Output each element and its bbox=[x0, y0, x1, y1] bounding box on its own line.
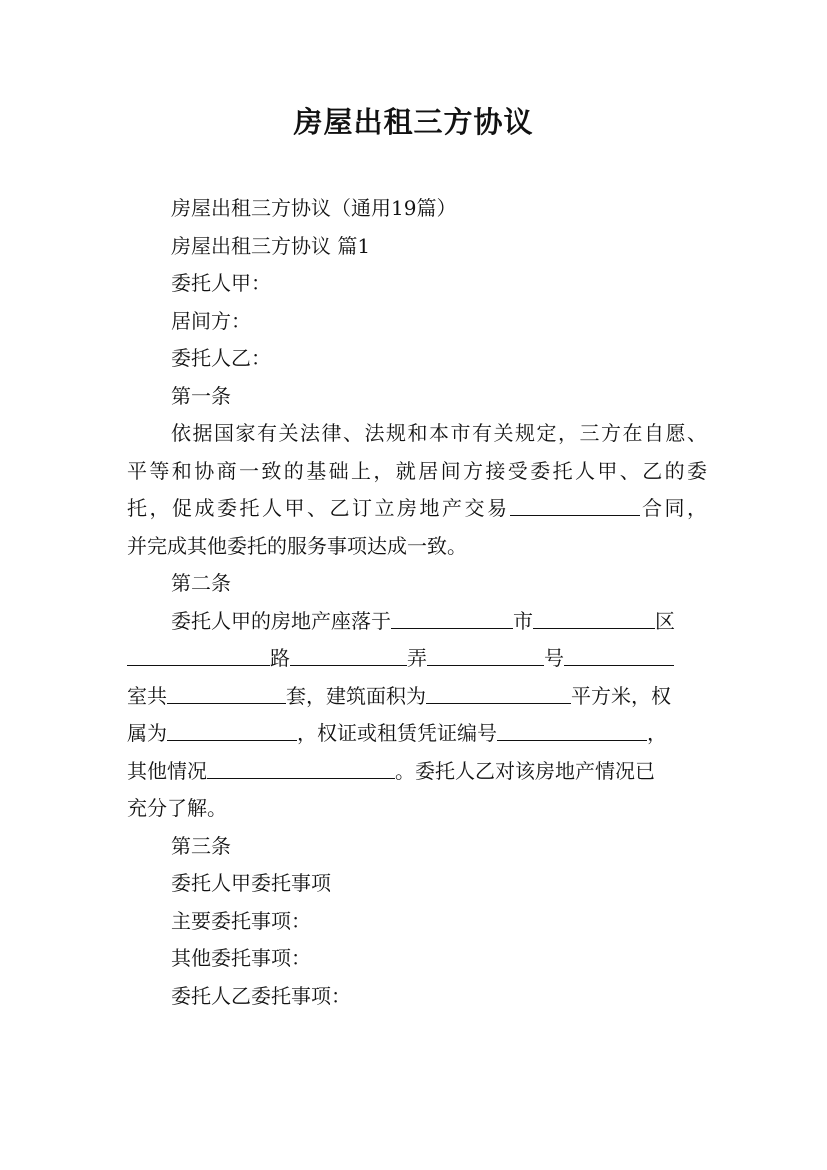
article-2-text: 室共 bbox=[127, 683, 167, 708]
article-3-heading: 第三条 bbox=[171, 833, 231, 858]
article-2-text: 路 bbox=[270, 646, 290, 670]
article-2-line-6: 充分了解。 bbox=[127, 796, 227, 820]
article-2-text: ，权证或租赁凭证编号 bbox=[297, 721, 497, 745]
article-2-line-3 bbox=[127, 678, 707, 716]
article-2-text: 其他情况 bbox=[127, 758, 207, 783]
fill-blank-certificate-number bbox=[497, 718, 647, 741]
article-2-line-2 bbox=[127, 640, 707, 678]
article-2-text: 委托人甲的房地产座落于 bbox=[171, 608, 391, 633]
article-2-text: 弄 bbox=[407, 646, 427, 670]
document-body bbox=[127, 190, 707, 1015]
article-2-line-5 bbox=[127, 753, 707, 791]
fill-blank-number bbox=[564, 643, 674, 666]
article-2-line-1 bbox=[127, 603, 707, 641]
fill-blank-area bbox=[426, 681, 571, 704]
fill-blank-city bbox=[391, 606, 513, 629]
article-3-line-3: 其他委托事项： bbox=[171, 946, 311, 970]
intermediary-label: 居间方： bbox=[171, 308, 251, 333]
article-3-line-2: 主要委托事项： bbox=[171, 908, 311, 933]
article-1-heading: 第一条 bbox=[171, 383, 231, 408]
article-2-text: 区 bbox=[655, 608, 675, 633]
party-b-label: 委托人乙： bbox=[171, 346, 271, 370]
article-2-text: 平方米，权 bbox=[571, 683, 671, 708]
fill-blank-road-name bbox=[127, 643, 270, 666]
article-1-line-3 bbox=[127, 490, 707, 528]
article-2-text: 市 bbox=[513, 608, 533, 633]
article-2-line-4 bbox=[127, 715, 707, 753]
article-1-text: 托，促成委托人甲、乙订立房地产交易 bbox=[127, 496, 510, 520]
fill-blank-ownership bbox=[167, 718, 297, 741]
fill-blank-road bbox=[290, 643, 407, 666]
article-1-line-2: 平等和协商一致的基础上，就居间方接受委托人甲、乙的委 bbox=[127, 458, 707, 483]
fill-blank-other-conditions bbox=[207, 756, 395, 779]
party-a-label: 委托人甲： bbox=[171, 271, 271, 295]
fill-blank-transaction-type bbox=[510, 493, 640, 516]
section-heading: 房屋出租三方协议 篇1 bbox=[171, 233, 371, 258]
article-1-text: 合同， bbox=[639, 496, 707, 520]
article-2-text: ， bbox=[647, 721, 667, 745]
article-2-text: 属为 bbox=[127, 721, 167, 745]
article-1-line-4: 并完成其他委托的服务事项达成一致。 bbox=[127, 533, 467, 558]
article-3-line-1: 委托人甲委托事项 bbox=[171, 871, 331, 895]
fill-blank-room bbox=[167, 681, 286, 704]
fill-blank-district bbox=[533, 606, 655, 629]
article-2-text: 号 bbox=[544, 646, 564, 670]
subtitle: 房屋出租三方协议（通用19篇） bbox=[171, 196, 457, 220]
article-3-line-4: 委托人乙委托事项： bbox=[171, 983, 351, 1008]
document-title: 房屋出租三方协议 bbox=[293, 105, 534, 139]
article-1-line-1: 依据国家有关法律、法规和本市有关规定，三方在自愿、 bbox=[171, 421, 707, 445]
article-2-heading: 第二条 bbox=[171, 571, 231, 595]
article-2-text: 。委托人乙对该房地产情况已 bbox=[395, 758, 655, 783]
article-2-text: 套，建筑面积为 bbox=[286, 683, 426, 708]
fill-blank-lane bbox=[427, 643, 544, 666]
